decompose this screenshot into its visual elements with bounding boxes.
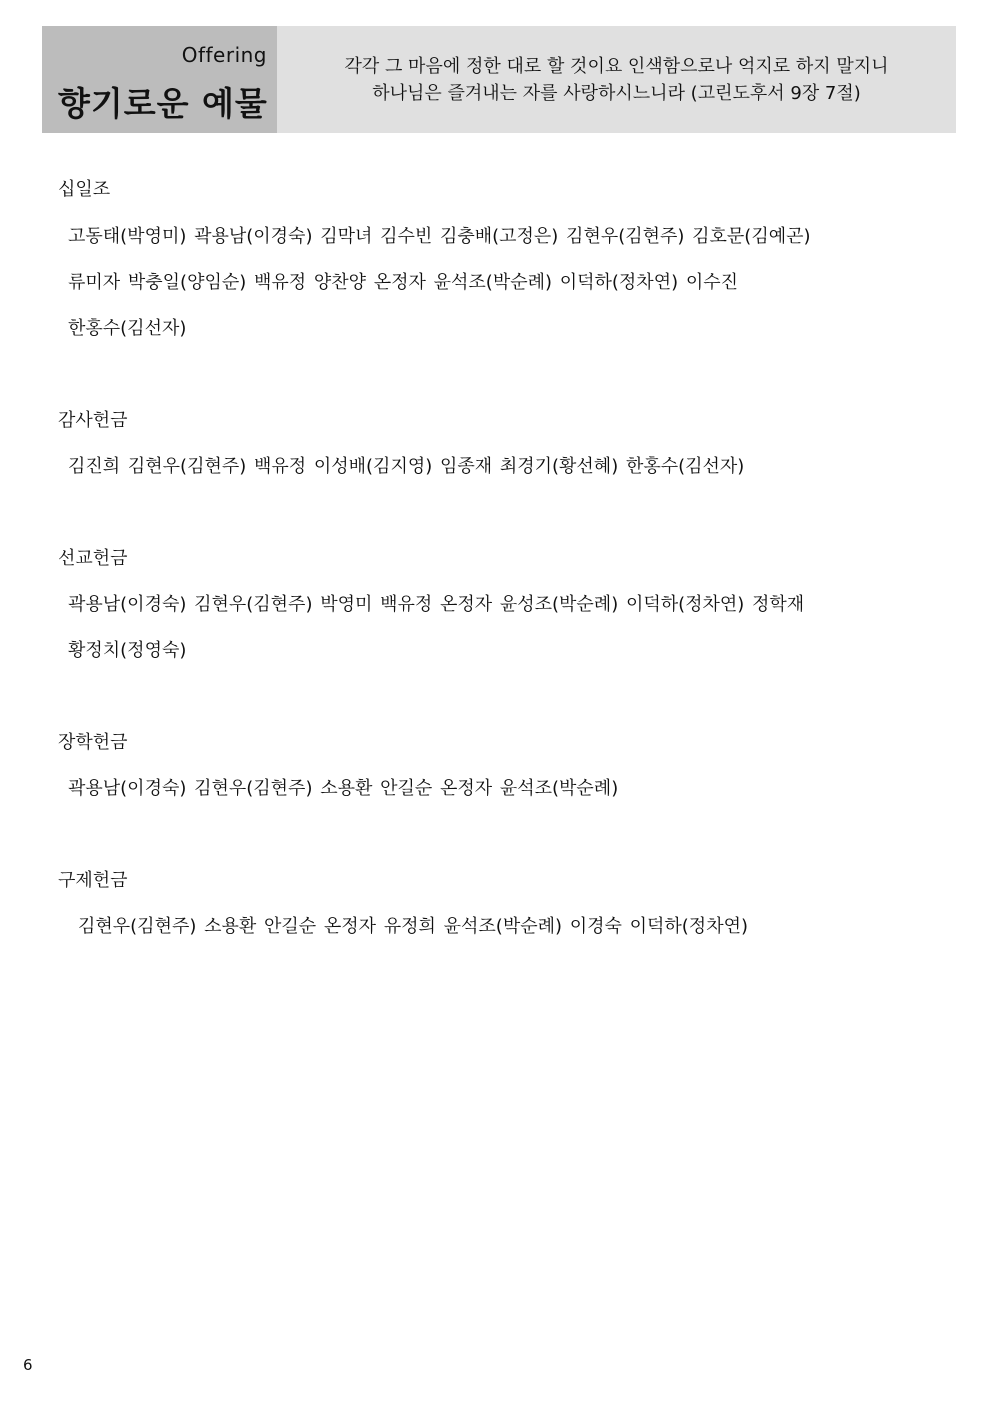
names-line: 류미자 박충일(양임순) 백유정 양찬양 온정자 윤석조(박순례) 이덕하(정차연) 이수진 (68, 272, 738, 293)
bible-verse (277, 26, 956, 133)
header-title-box (42, 26, 277, 133)
section-title-scholarship: 장학헌금 (58, 732, 128, 753)
names-line: 김진희 김현우(김현주) 백유정 이성배(김지영) 임종재 최경기(황선혜) 한홍수(김선자) (68, 456, 745, 477)
page-number: 6 (23, 1356, 33, 1374)
names-line: 고동태(박영미) 곽용남(이경숙) 김막녀 김수빈 김충배(고정은) 김현우(김현주) 김호문(김예곤) (68, 226, 811, 247)
names-line: 김현우(김현주) 소용환 안길순 온정자 유정희 윤석조(박순례) 이경숙 이덕하(정차연) (78, 916, 748, 937)
verse-line-2: 하나님은 즐겨내는 자를 사랑하시느니라 (고린도후서 9장 7절) (372, 82, 861, 104)
header-title: 향기로운 예물 (58, 84, 268, 123)
section-title-tithe: 십일조 (58, 179, 111, 200)
offering-header (42, 26, 956, 133)
verse-line-1: 각각 그 마음에 정한 대로 할 것이요 인색함으로나 억지로 하지 말지니 (344, 55, 889, 77)
section-title-thanksgiving: 감사헌금 (58, 410, 128, 431)
section-title-mission: 선교헌금 (58, 548, 128, 569)
names-line: 한홍수(김선자) (68, 318, 187, 339)
names-line: 황정치(정영숙) (68, 640, 187, 661)
names-line: 곽용남(이경숙) 김현우(김현주) 소용환 안길순 온정자 윤석조(박순례) (68, 778, 619, 799)
section-title-relief: 구제헌금 (58, 870, 128, 891)
names-line: 곽용남(이경숙) 김현우(김현주) 박영미 백유정 온정자 윤성조(박순례) 이덕하(정차연) 정학재 (68, 594, 805, 615)
header-subtitle: Offering (181, 43, 267, 67)
